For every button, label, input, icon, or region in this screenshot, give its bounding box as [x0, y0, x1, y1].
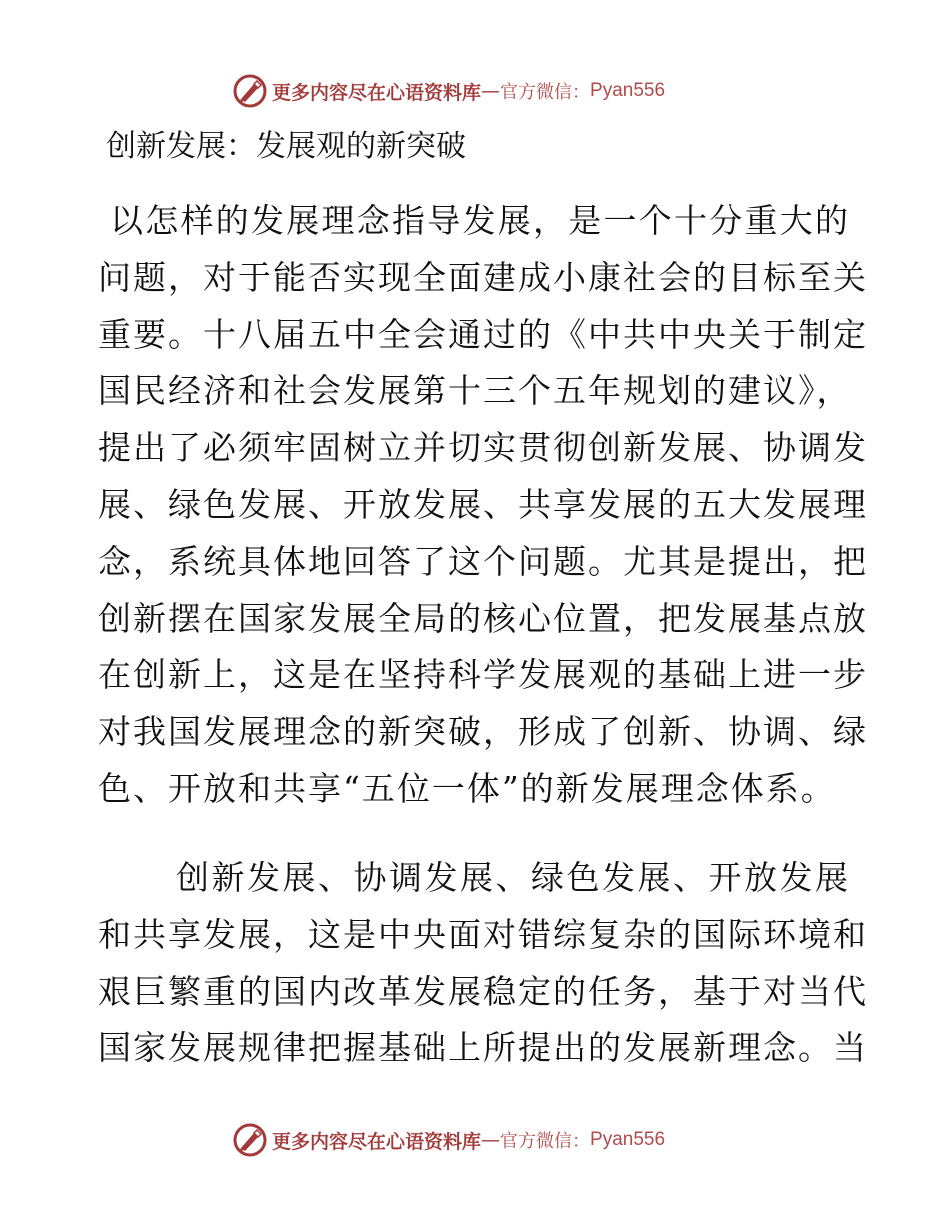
paragraph-line: 艰巨繁重的国内改革发展稳定的任务，基于对当代	[98, 971, 868, 1011]
paragraph-line: 国民经济和社会发展第十三个五年规划的建议》，	[98, 371, 852, 411]
banner-wechat-label: 官方微信：	[500, 1131, 591, 1152]
header-banner	[232, 73, 665, 109]
banner-wechat-id: Pyan556	[590, 80, 666, 101]
paragraph-line: 对我国发展理念的新突破，形成了创新、协调、绿	[98, 712, 868, 752]
paragraph-line: 问题，对于能否实现全面建成小康社会的目标至关	[98, 257, 868, 297]
article-title: 创新发展：发展观的新突破	[106, 129, 466, 164]
paragraph-line: 在创新上，这是在坚持科学发展观的基础上进一步	[98, 655, 868, 695]
paragraph-1	[98, 193, 868, 818]
paragraph-line: 色、开放和共享“五位一体”的新发展理念体系。	[98, 768, 836, 808]
paragraph-line: 提出了必须牢固树立并切实贯彻创新发展、协调发	[98, 428, 868, 468]
footer-banner	[232, 1122, 665, 1158]
paragraph-2	[98, 850, 868, 1077]
paragraph-line: 国家发展规律把握基础上所提出的发展新理念。当	[98, 1028, 868, 1068]
banner-main-text: 更多内容尽在心语资料库	[272, 81, 482, 104]
paragraph-line: 以怎样的发展理念指导发展，是一个十分重大的	[110, 201, 850, 240]
banner-main-text: 更多内容尽在心语资料库	[272, 1130, 482, 1153]
banner-separator: —	[481, 1129, 501, 1151]
paragraph-line: 重要。十八届五中全会通过的《中共中央关于制定	[98, 314, 868, 354]
banner-separator: —	[481, 80, 501, 102]
pen-logo-icon	[232, 1122, 268, 1158]
banner-wechat-label: 官方微信：	[500, 82, 591, 103]
paragraph-line: 创新发展、协调发展、绿色发展、开放发展	[176, 858, 850, 897]
paragraph-line: 创新摆在国家发展全局的核心位置，把发展基点放	[98, 598, 868, 638]
pen-logo-icon	[232, 73, 268, 109]
paragraph-line: 和共享发展，这是中央面对错综复杂的国际环境和	[98, 914, 868, 954]
paragraph-line: 念，系统具体地回答了这个问题。尤其是提出，把	[98, 541, 868, 581]
paragraph-line: 展、绿色发展、开放发展、共享发展的五大发展理	[98, 484, 868, 524]
banner-wechat-id: Pyan556	[590, 1129, 666, 1150]
